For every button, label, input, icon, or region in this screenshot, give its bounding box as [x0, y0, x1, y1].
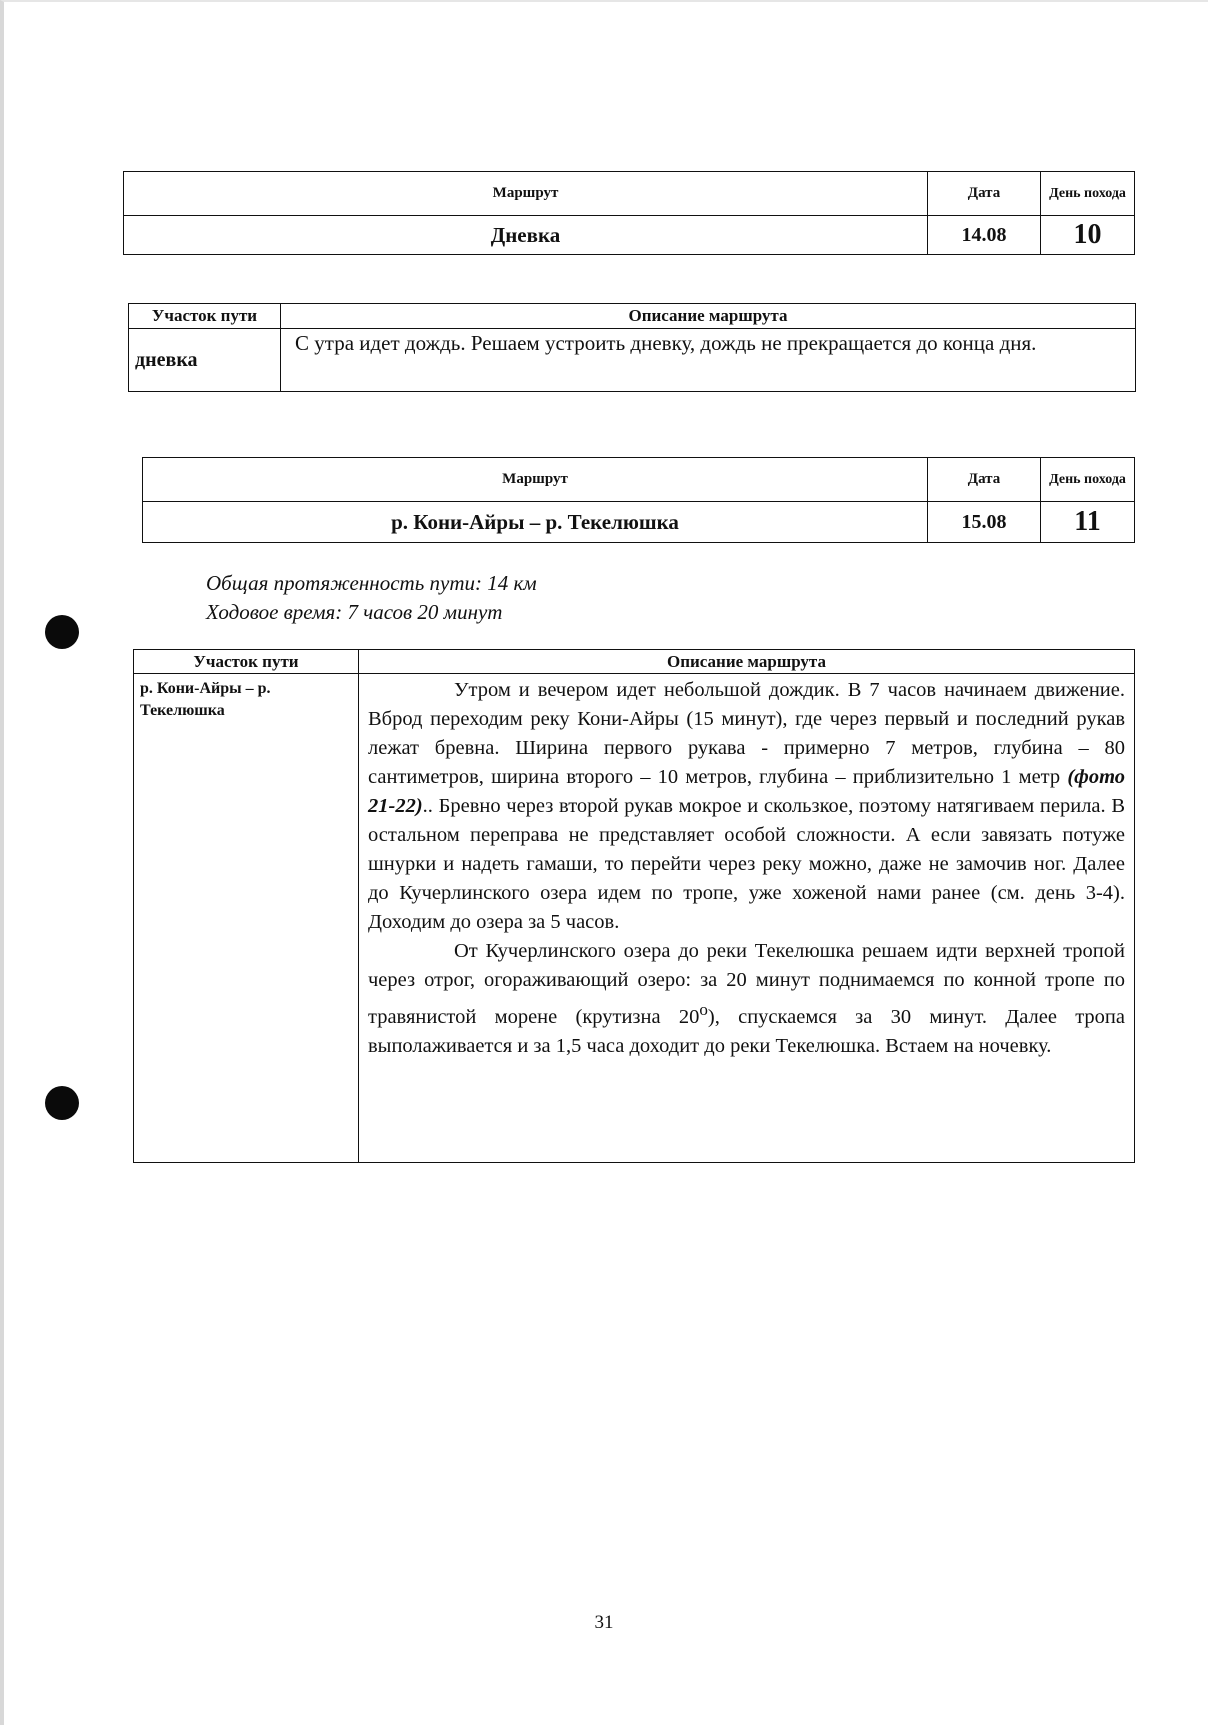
section-name: дневка: [129, 329, 281, 392]
day-number: 10: [1041, 216, 1135, 255]
day-header: День похода: [1041, 172, 1135, 216]
section-description: С утра идет дождь. Решаем устроить дневку, дождь не прекращается до конца дня.: [281, 329, 1136, 392]
day11-sections-table: [133, 649, 1135, 1163]
total-distance: Общая протяженность пути: 14 км: [206, 571, 537, 595]
date-header: Дата: [928, 458, 1041, 502]
walking-time: Ходовое время: 7 часов 20 минут: [206, 600, 503, 624]
photo-reference: (фото 21-22): [368, 766, 1125, 817]
section-name: р. Кони-Айры – р. Текелюшка: [134, 674, 359, 1163]
date-header: Дата: [928, 172, 1041, 216]
route-name: Дневка: [124, 216, 928, 255]
route-header: Маршрут: [124, 172, 928, 216]
binder-hole-bottom: [45, 1086, 79, 1120]
day11-header-table: [142, 457, 1135, 543]
day-header: День похода: [1041, 458, 1135, 502]
day-number: 11: [1041, 502, 1135, 543]
description-paragraph-2: От Кучерлинского озера до реки Текелюшка решаем идти верхней тропой через отрог, огораживающий озеро: за 20 минут поднимаемся по конной тропе по травянистой морене (крутизна $20^о$), спускаемся за 30 минут. Далее тропа выполаживается и за 1,5 часа доходит до реки Текелюшка. Встаем на ночевку.: [368, 940, 1125, 1057]
section-header: Участок пути: [129, 304, 281, 329]
day10-header-table: [123, 171, 1135, 255]
page-number: 31: [594, 1612, 614, 1633]
route-date: 15.08: [928, 502, 1041, 543]
binder-hole-top: [45, 615, 79, 649]
description-header: Описание маршрута: [359, 650, 1135, 674]
route-name: р. Кони-Айры – р. Текелюшка: [143, 502, 928, 543]
section-description: [359, 674, 1135, 1163]
section-header: Участок пути: [134, 650, 359, 674]
route-date: 14.08: [928, 216, 1041, 255]
description-header: Описание маршрута: [281, 304, 1136, 329]
day10-sections-table: [128, 303, 1136, 392]
route-header: Маршрут: [143, 458, 928, 502]
day11-summary: [206, 569, 537, 627]
description-paragraph-1: Утром и вечером идет небольшой дождик. В 7 часов начинаем движение. Вброд переходим реку Кони-Айры (15 минут), где через первый и последний рукав лежат бревна. Ширина первого рукава - примерно 7 метров, глубина – 80 сантиметров, ширина второго – 10 метров, глубина – приблизительно 1 метр (фото 21-22).. Бревно через второй рукав мокрое и скользкое, поэтому натягиваем перила. В остальном переправа не представляет особой сложности. А если завязать потуже шнурки и надеть гамаши, то перейти через реку можно, даже не замочив ног. Далее до Кучерлинского озера идем по тропе, уже хоженой нами ранее (см. день 3-4). Доходим до озера за 5 часов.: [368, 679, 1125, 933]
